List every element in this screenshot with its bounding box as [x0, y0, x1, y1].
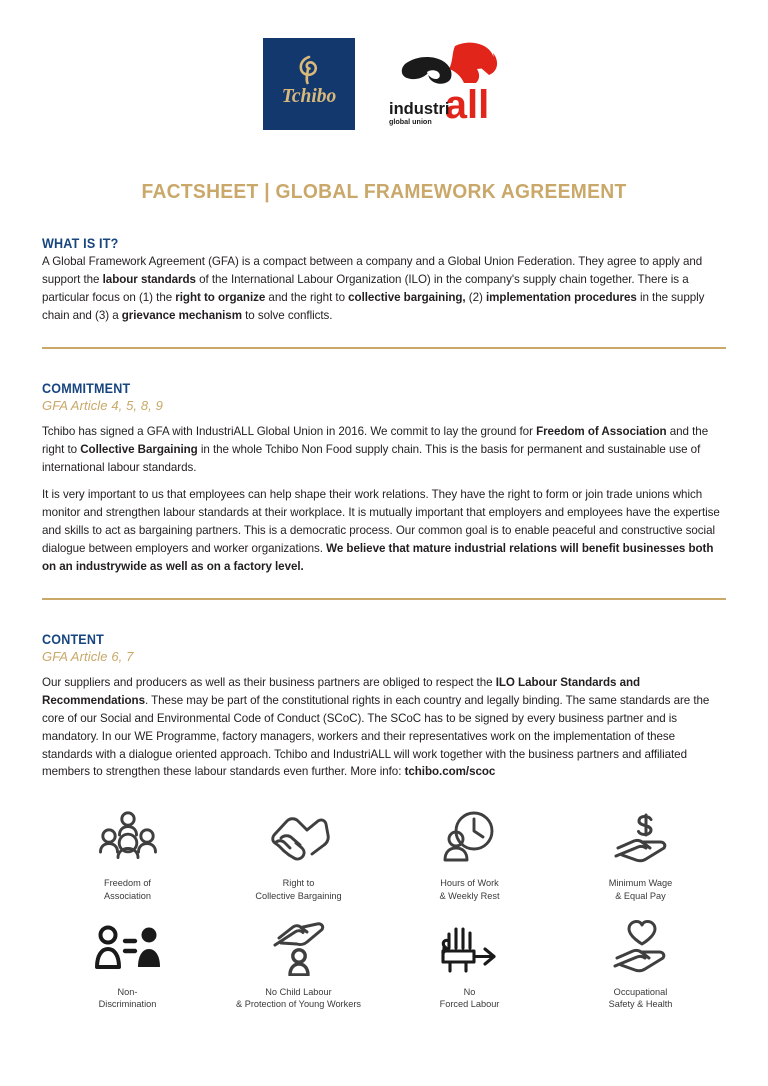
paragraph: Our suppliers and producers as well as their business partners are obliged to respect the ILO Labour Standards and Recommendations. These may be part of the constitutional rights in each country and legally binding. The same standards are the core of our Social and Environmental Code of Conduct (SCoC). The SCoC has to be signed by every business partner and is mandatory. In our WE Programme, factory managers, workers and their representatives work on the implementation of these standards with a dialogue oriented approach. Tchibo and IndustriALL will work together with the business partners and affiliated members to strengthen these labour standards even further. More info: tchibo.com/scoc: [42, 675, 710, 779]
labour-standard-caption: [104, 877, 151, 901]
tchibo-logo: [263, 38, 355, 130]
industriall-mark-icon: [381, 38, 505, 130]
caption-line-1: Freedom of: [104, 878, 151, 889]
caption-line-1: Right to: [282, 878, 315, 889]
section-heading-what-is-it: WHAT IS IT?: [42, 236, 119, 251]
section-content: [42, 632, 726, 782]
caption-line-2: & Equal Pay: [615, 890, 666, 901]
labour-standard-caption: [439, 877, 499, 901]
section-heading-commitment: COMMITMENT: [42, 380, 131, 396]
labour-standard-item: [555, 807, 726, 901]
labour-standard-item: [42, 916, 213, 1010]
section-subheading-commitment: GFA Article 4, 5, 8, 9: [42, 397, 163, 413]
section-commitment: [42, 381, 726, 576]
emphasised-text: Collective Bargaining: [80, 442, 198, 456]
shackled-hand-icon: [440, 916, 500, 978]
caption-line-1: No Child Labour: [265, 986, 332, 997]
labour-standard-item: [213, 916, 384, 1010]
heart-hand-icon: [611, 916, 671, 978]
section-divider: [42, 598, 726, 600]
emphasised-text: labour standards: [102, 272, 196, 286]
equality-people-icon: [95, 916, 161, 978]
caption-line-2: Association: [104, 890, 151, 901]
section-divider: [42, 347, 726, 349]
caption-line-1: No: [463, 986, 476, 997]
caption-line-2: Safety & Health: [608, 998, 673, 1009]
clock-person-icon: [441, 807, 499, 869]
caption-line-2: & Protection of Young Workers: [236, 998, 361, 1009]
dollar-hand-icon: [612, 807, 670, 869]
caption-line-2: & Weekly Rest: [439, 890, 500, 901]
emphasised-text: right to organize: [175, 290, 266, 304]
paragraph: A Global Framework Agreement (GFA) is a compact between a company and a Global Union Federation. They agree to apply and support the labour standards of the International Labour Organization (ILO) in the company's supply chain together. There is a particular focus on (1) the right to organize and the right to collective bargaining, (2) implementation procedures in the supply chain and (3) a grievance mechanism to solve conflicts.: [42, 255, 705, 322]
paragraph: Tchibo has signed a GFA with IndustriALL Global Union in 2016. We commit to lay the ground for Freedom of Association and the right to Collective Bargaining in the whole Tchibo Non Food supply chain. This is the basis for permanent and sustainable use of international labour standards.: [42, 424, 709, 474]
caption-line-1: Hours of Work: [440, 878, 499, 889]
labour-standard-caption: [99, 986, 157, 1010]
section-subheading-content: GFA Article 6, 7: [42, 648, 134, 664]
tchibo-wordmark: Tchibo: [281, 86, 337, 107]
caption-line-2: Forced Labour: [439, 998, 500, 1009]
labour-standard-item: [42, 807, 213, 901]
section-what-is-it: [42, 236, 726, 325]
emphasised-text: ILO Labour Standards and Recommendations: [42, 675, 641, 707]
caption-line-2: Collective Bargaining: [255, 890, 342, 901]
labour-standards-icon-grid: [42, 807, 726, 1010]
emphasised-text: We believe that mature industrial relations will benefit businesses both on an industrywide as well as on a factory level.: [42, 541, 714, 573]
emphasised-text: tchibo.com/scoc: [404, 765, 496, 779]
emphasised-text: Freedom of Association: [536, 424, 667, 438]
tchibo-mark-icon: [267, 42, 351, 126]
industriall-logo: [381, 38, 505, 130]
labour-standard-item: [213, 807, 384, 901]
caption-line-2: Discrimination: [98, 998, 157, 1009]
sections-container: [42, 236, 726, 781]
emphasised-text: grievance mechanism: [121, 308, 242, 322]
labour-standard-item: [384, 916, 555, 1010]
industriall-industri-wordmark: industri: [389, 100, 450, 118]
emphasised-text: collective bargaining,: [348, 290, 466, 304]
freedom-of-association-icon: [97, 807, 159, 869]
paragraph: It is very important to us that employees can help shape their work relations. They have the right to form or join trade unions which monitor and strengthen labour standards at their workplace. It is mutually important that employers and employees have the expertise and skills to act as bargaining partners. This is a democratic process. Our common goal is to enable peaceful and constructive social dialogue between employers and worker organizations. We believe that mature industrial relations will benefit businesses both on an industrywide as well as on a factory level.: [42, 487, 720, 573]
section-heading-content: CONTENT: [42, 631, 104, 647]
labour-standard-caption: [236, 986, 361, 1010]
labour-standard-item: [555, 916, 726, 1010]
hand-over-child-icon: [271, 916, 327, 978]
labour-standard-caption: [609, 986, 673, 1010]
handshake-icon: [266, 807, 332, 869]
labour-standard-item: [384, 807, 555, 901]
labour-standard-caption: [609, 877, 672, 901]
emphasised-text: implementation procedures: [485, 290, 637, 304]
labour-standard-caption: [440, 986, 500, 1010]
caption-line-1: Non-: [117, 986, 138, 997]
industriall-all-wordmark: all: [444, 83, 490, 127]
logo-row: [42, 0, 726, 150]
industriall-tagline: global union: [389, 117, 432, 126]
labour-standard-caption: [255, 877, 341, 901]
page-title: FACTSHEET | GLOBAL FRAMEWORK AGREEMENT: [141, 180, 627, 203]
caption-line-1: Minimum Wage: [608, 878, 673, 889]
caption-line-1: Occupational: [613, 986, 668, 997]
